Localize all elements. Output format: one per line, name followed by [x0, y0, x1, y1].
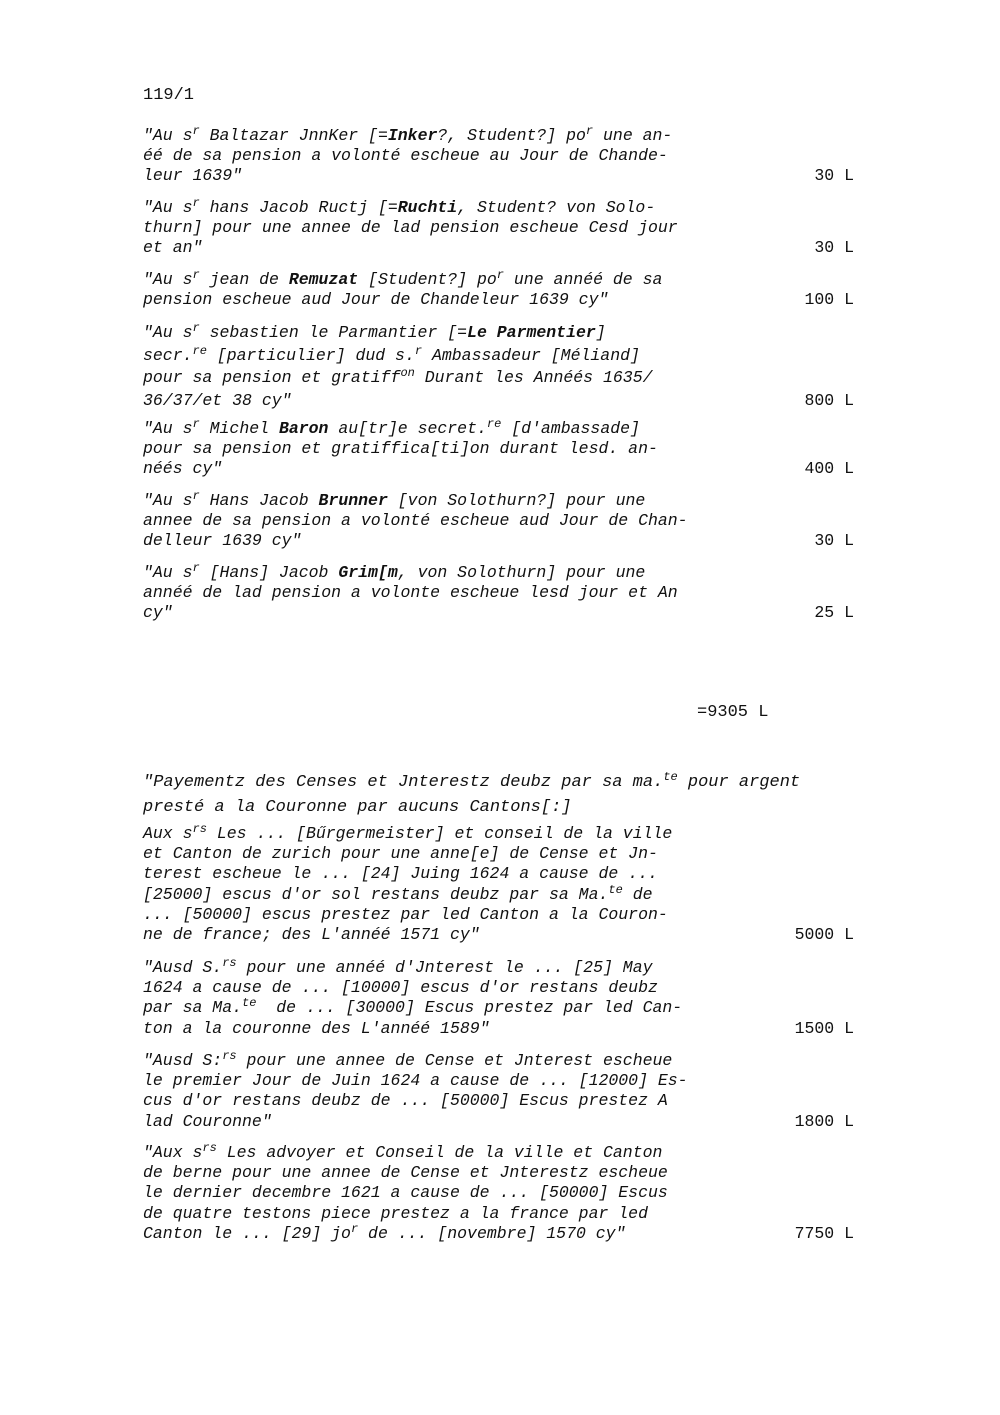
ledger-entry	[143, 491, 858, 552]
entry-amount: 25 L	[814, 603, 854, 623]
ledger-entry	[143, 322, 858, 412]
entry-amount: 30 L	[814, 531, 854, 551]
ledger-entry	[143, 270, 858, 310]
ledger-entry	[143, 419, 858, 480]
entry-text: "Ausd S.$^{rs}$ pour une annéé d'Jnterest le ... [25] May 1624 a cause de ... [10000] escus d'or restans deubz par sa Ma.$^{te}$ de ... [30000] Escus prestez par led Can- ton a la couronne des L'annéé 1589"	[143, 956, 683, 1038]
ledger-entry	[143, 1051, 858, 1132]
person-name: Le Parmentier	[467, 323, 596, 342]
section-heading: "Payementz des Censes et Jnterestz deubz par sa ma.$^{te}$ pour argent presté a la Couronne par aucuns Cantons[:]	[143, 770, 801, 817]
person-name: Brunner	[318, 491, 388, 510]
entry-amount: 30 L	[814, 238, 854, 258]
entry-amount: 800 L	[804, 390, 854, 410]
person-name: Inker	[387, 126, 438, 145]
person-name: Baron	[278, 419, 329, 438]
total-sum: =9305 L	[697, 703, 769, 722]
ledger-entry	[143, 824, 858, 945]
entry-text: "Ausd S:$^{rs}$ pour une annee de Cense et Jnterest escheue le premier Jour de Juin 1624 a cause de ... [12000] Es- cus d'or restans deubz de ... [50000] Escus prestez A lad Couronne"	[143, 1049, 688, 1131]
entry-amount: 100 L	[804, 290, 854, 310]
entry-text: "Au $s^r$ Baltazar JnnKer [=Inker?, Student?] $po^r$ une an- éé de sa pension a volonté escheue au Jour de Chande- leur 1639"	[143, 124, 673, 186]
entry-amount: 30 L	[814, 166, 854, 186]
entry-text: Aux $s^{rs}$ Les ... [Bűrgermeister] et conseil de la ville et Canton de zurich pour une anne[e] de Cense et Jn- terest escheue le ... [24] Juing 1624 a cause de ... [25000] escus d'or sol restans deubz par sa Ma.$^{te}$ de ... [50000] escus prestez par led Canton a la Couron- ne de france; des L'annéé 1571 cy"	[143, 822, 673, 945]
entry-amount: 5000 L	[794, 925, 854, 945]
ledger-entry	[143, 198, 858, 259]
page-number: 119/1	[143, 86, 195, 105]
entry-amount: 400 L	[804, 459, 854, 479]
entry-text: "Au $s^r$ Hans Jacob Brunner [von Solothurn?] pour une annee de sa pension a volonté escheue aud Jour de Chan- delleur 1639 cy"	[143, 489, 688, 551]
ledger-entry	[143, 958, 858, 1039]
ledger-entry	[143, 563, 858, 624]
ledger-entry	[143, 1143, 858, 1244]
entry-text: "Au $s^r$ [Hans] Jacob Grim[m, von Solothurn] pour une annéé de lad pension a volonte escheue lesd jour et An cy"	[143, 561, 678, 623]
entry-text: "Au $s^r$ jean de Remuzat [Student?] $po^r$ une annéé de sa pension escheue aud Jour de Chandeleur 1639 cy"	[143, 268, 663, 310]
entry-text: "Au $s^r$ Michel Baron au[tr]e secret.$^{re}$ [d'ambassade] pour sa pension et gratiffica[ti]on durant lesd. an- néés cy"	[143, 417, 658, 479]
person-name: Remuzat	[288, 270, 359, 289]
entry-text: "Aux $s^{rs}$ Les advoyer et Conseil de la ville et Canton de berne pour une annee de Cense et Jnterestz escheue le dernier decembre 1621 a cause de ... [50000] Escus de quatre testons piece prestez a la france par led Canton le ... [29] $jo^r$ de ... [novembre] 1570 cy"	[143, 1141, 668, 1243]
person-name: Grim[m	[338, 563, 398, 582]
entry-text: "Au $s^r$ sebastien le Parmantier [=Le Parmentier] secr.$^{re}$ [particulier] dud s.$^r$ Ambassadeur [Méliand] pour sa pension et gratiff$^{on}$ Durant les Annéés 1635/ 36/37/et 38 cy"	[143, 321, 653, 410]
ledger-entry	[143, 126, 858, 187]
entry-amount: 1500 L	[794, 1018, 854, 1038]
entry-amount: 7750 L	[794, 1223, 854, 1243]
entry-text: "Au $s^r$ hans Jacob Ructj [=Ruchti, Student? von Solo- thurn] pour une annee de lad pension escheue Cesd jour et an"	[143, 196, 678, 258]
entry-amount: 1800 L	[794, 1111, 854, 1131]
person-name: Ruchti	[397, 198, 458, 217]
